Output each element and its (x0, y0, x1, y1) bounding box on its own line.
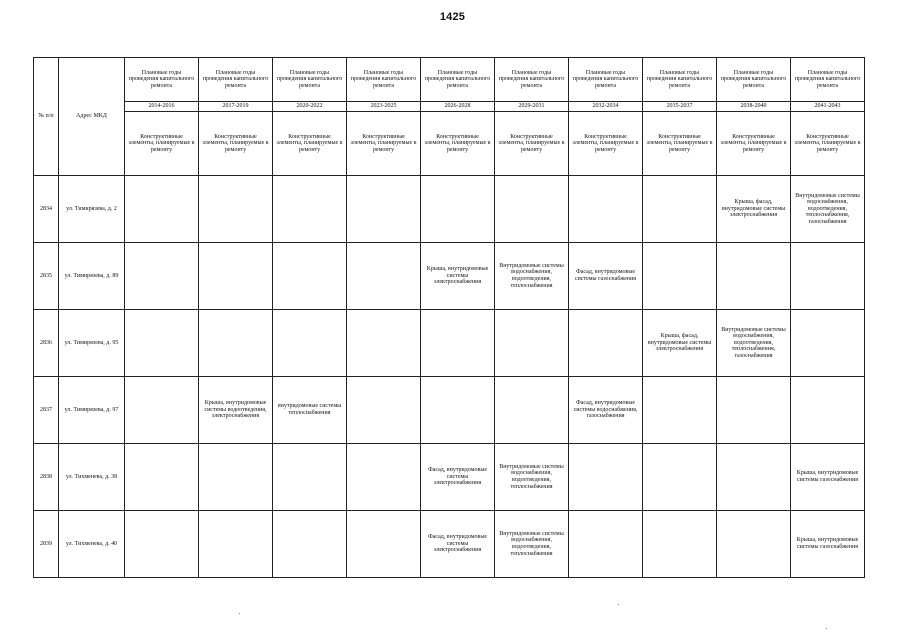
repair-cell (569, 511, 643, 578)
repair-cell: Фасад, внутридомовые системы водоснабжения, газоснабжения (569, 377, 643, 444)
repair-cell (643, 444, 717, 511)
repair-cell (347, 310, 421, 377)
repair-cell (125, 310, 199, 377)
repair-cell (347, 176, 421, 243)
period-header: Плановые годы проведения капитального ремонта (421, 58, 495, 102)
repair-cell (347, 243, 421, 310)
repair-cell (421, 310, 495, 377)
repair-cell (791, 243, 865, 310)
row-number: 2839 (34, 511, 59, 578)
period-header: Плановые годы проведения капитального ремонта (125, 58, 199, 102)
period-header: Плановые годы проведения капитального ремонта (717, 58, 791, 102)
repair-cell: Фасад, внутридомовые системы электроснабжения (421, 511, 495, 578)
elements-subheader: Конструктивные элементы, планируемые к ремонту (643, 112, 717, 176)
repair-cell: Фасад, внутридомовые системы электроснабжения (421, 444, 495, 511)
table-row (34, 444, 865, 511)
repair-cell (421, 377, 495, 444)
repair-cell (791, 377, 865, 444)
scan-speck (239, 613, 240, 614)
row-address: ул. Тихменева, д. 38 (59, 444, 125, 511)
table-row (34, 511, 865, 578)
repair-cell (125, 243, 199, 310)
repair-cell (273, 243, 347, 310)
elements-subheader: Конструктивные элементы, планируемые к ремонту (569, 112, 643, 176)
repair-cell: Внутридомовые системы водоснабжения, водоотведения, теплоснабжения (495, 243, 569, 310)
repair-cell: Крыша, внутридомовые системы водоотведения, электроснабжения (199, 377, 273, 444)
elements-subheader: Конструктивные элементы, планируемые к ремонту (791, 112, 865, 176)
repair-cell (347, 511, 421, 578)
repair-cell (347, 377, 421, 444)
period-years: 2032-2034 (569, 102, 643, 112)
repair-cell (199, 243, 273, 310)
period-years: 2014-2016 (125, 102, 199, 112)
period-years: 2035-2037 (643, 102, 717, 112)
row-address: ул. Тимирязева, д. 89 (59, 243, 125, 310)
repair-cell (495, 377, 569, 444)
repair-cell (125, 444, 199, 511)
period-header: Плановые годы проведения капитального ремонта (347, 58, 421, 102)
repair-cell (495, 176, 569, 243)
repair-cell (273, 310, 347, 377)
row-address: ул. Тихменева, д. 40 (59, 511, 125, 578)
page-number: 1425 (439, 11, 466, 23)
period-years: 2020-2022 (273, 102, 347, 112)
elements-subheader: Конструктивные элементы, планируемые к ремонту (199, 112, 273, 176)
repair-cell (199, 444, 273, 511)
row-address: ул. Тимирязева, д. 2 (59, 176, 125, 243)
scan-speck (826, 628, 827, 629)
repair-cell (643, 377, 717, 444)
repair-cell: Внутридомовые системы водоснабжения, водоотведения, теплоснабжения (495, 444, 569, 511)
elements-subheader: Конструктивные элементы, планируемые к ремонту (347, 112, 421, 176)
repair-cell: Крыша, внутридомовые системы газоснабжения (791, 444, 865, 511)
repair-cell (791, 310, 865, 377)
repair-cell (569, 444, 643, 511)
repair-cell (273, 176, 347, 243)
repair-cell: Крыша, фасад, внутридомовые системы электроснабжения (643, 310, 717, 377)
table-row (34, 310, 865, 377)
period-years: 2029-2031 (495, 102, 569, 112)
period-header: Плановые годы проведения капитального ремонта (199, 58, 273, 102)
repair-cell (717, 511, 791, 578)
period-years: 2023-2025 (347, 102, 421, 112)
repair-cell (643, 176, 717, 243)
elements-subheader: Конструктивные элементы, планируемые к ремонту (421, 112, 495, 176)
repair-cell (347, 444, 421, 511)
row-address: ул. Тимирязева, д. 95 (59, 310, 125, 377)
table-row (34, 377, 865, 444)
repair-cell: внутридомовые системы теплоснабжения (273, 377, 347, 444)
repair-cell (569, 310, 643, 377)
period-years: 2026-2028 (421, 102, 495, 112)
repair-cell (199, 511, 273, 578)
repair-cell (273, 444, 347, 511)
elements-subheader: Конструктивные элементы, планируемые к ремонту (717, 112, 791, 176)
row-number: 2835 (34, 243, 59, 310)
row-number: 2838 (34, 444, 59, 511)
period-header: Плановые годы проведения капитального ремонта (643, 58, 717, 102)
repair-cell (125, 377, 199, 444)
period-header: Плановые годы проведения капитального ремонта (273, 58, 347, 102)
row-number: 2834 (34, 176, 59, 243)
repair-cell (125, 511, 199, 578)
repair-cell (495, 310, 569, 377)
address-header: Адрес МКД (59, 58, 125, 176)
repair-cell (199, 310, 273, 377)
repair-cell: Внутридомовые системы водоснабжения, водоотведения, теплоснабжения, газоснабжения (791, 176, 865, 243)
repair-cell (569, 176, 643, 243)
repair-cell (421, 176, 495, 243)
repair-cell: Крыша, фасад, внутридомовые системы электроснабжения (717, 176, 791, 243)
repair-cell (643, 243, 717, 310)
period-years: 2017-2019 (199, 102, 273, 112)
row-number-header: № п/п (34, 58, 59, 176)
repair-cell (717, 377, 791, 444)
repair-cell (717, 444, 791, 511)
elements-subheader: Конструктивные элементы, планируемые к ремонту (495, 112, 569, 176)
repair-cell: Крыша, внутридомовые системы электроснабжения (421, 243, 495, 310)
capital-repair-table (33, 57, 865, 578)
row-number: 2836 (34, 310, 59, 377)
repair-cell (273, 511, 347, 578)
repair-cell: Внутридомовые системы водоснабжения, водоотведения, теплоснабжения (495, 511, 569, 578)
repair-cell: Внутридомовые системы водоснабжения, водоотведения, теплоснабжения, газоснабжения (717, 310, 791, 377)
table-row (34, 176, 865, 243)
period-years: 2038-2040 (717, 102, 791, 112)
repair-cell (199, 176, 273, 243)
elements-subheader: Конструктивные элементы, планируемые к ремонту (273, 112, 347, 176)
table-row (34, 243, 865, 310)
row-address: ул. Тимирязева, д. 97 (59, 377, 125, 444)
repair-cell: Фасад, внутридомовые системы газоснабжения (569, 243, 643, 310)
repair-cell (717, 243, 791, 310)
repair-cell (125, 176, 199, 243)
scan-speck (618, 604, 619, 605)
elements-subheader: Конструктивные элементы, планируемые к ремонту (125, 112, 199, 176)
period-header: Плановые годы проведения капитального ремонта (495, 58, 569, 102)
repair-cell: Крыша, внутридомовые системы газоснабжения (791, 511, 865, 578)
row-number: 2837 (34, 377, 59, 444)
repair-cell (643, 511, 717, 578)
period-header: Плановые годы проведения капитального ремонта (791, 58, 865, 102)
period-years: 2041-2043 (791, 102, 865, 112)
period-header: Плановые годы проведения капитального ремонта (569, 58, 643, 102)
